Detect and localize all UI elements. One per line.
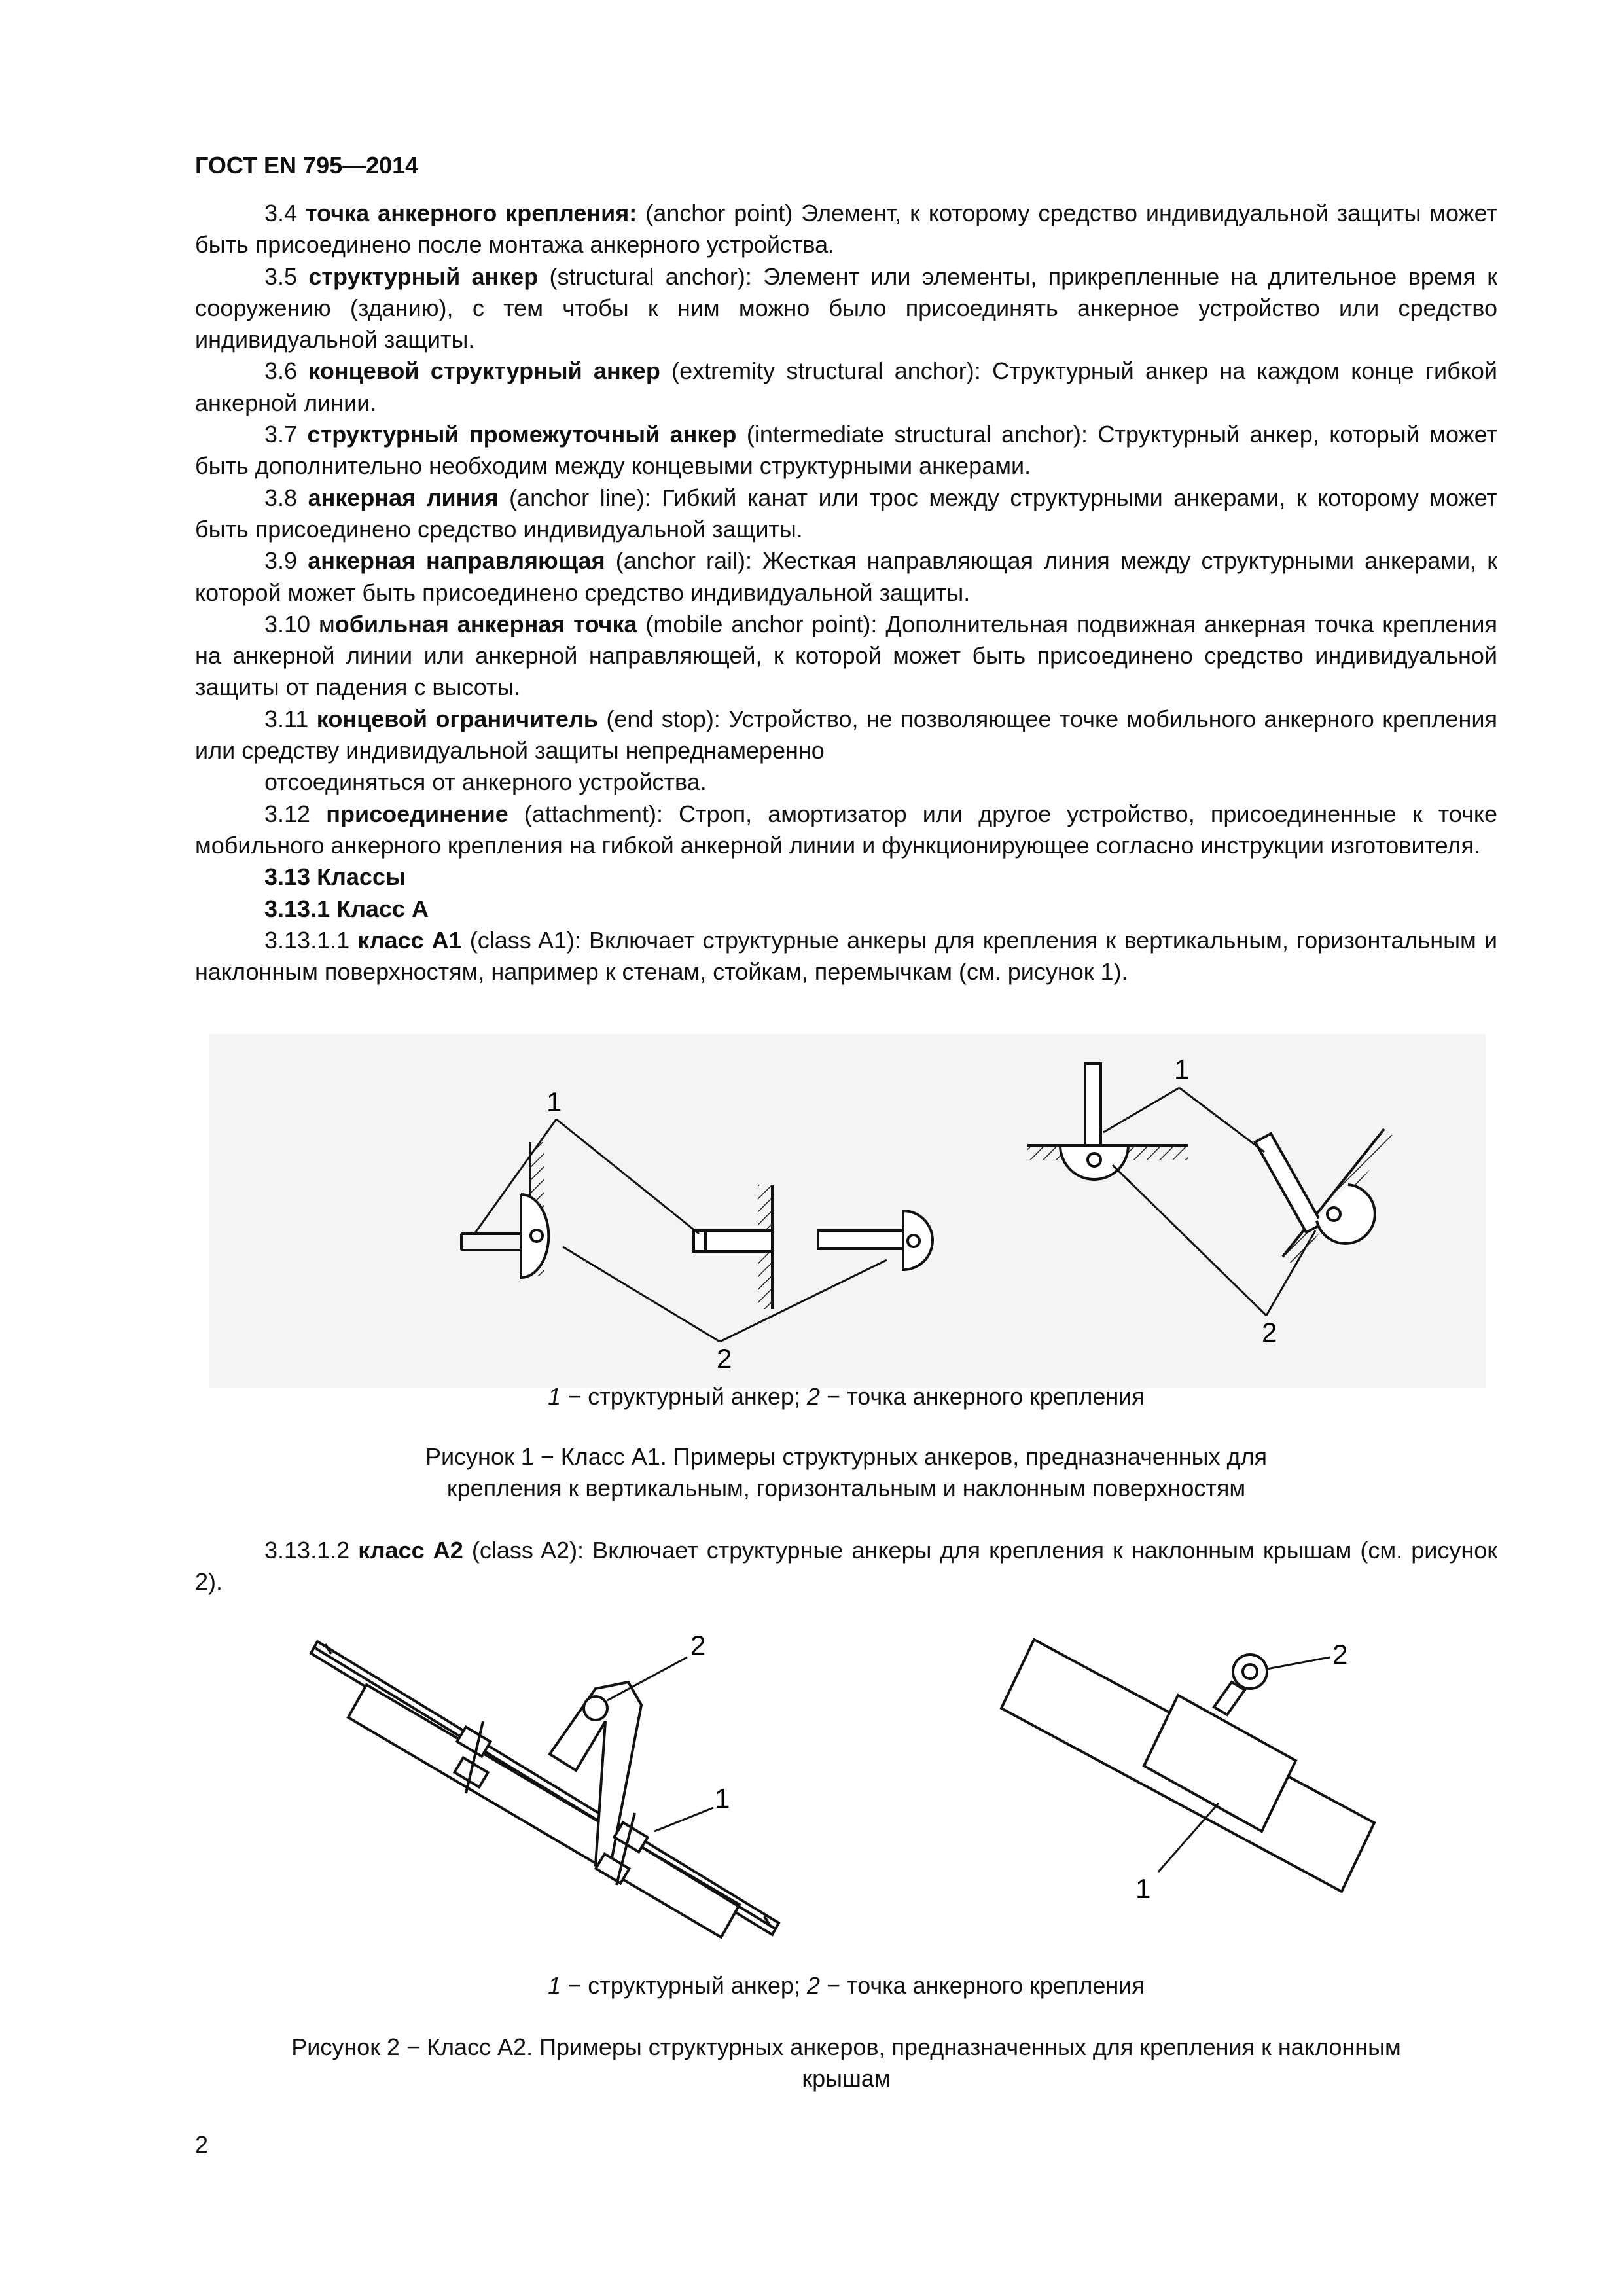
definition-3-9: 3.9 анкерная направляющая (anchor rail): Жесткая направляющая линия между структурными анкерами, к которой может быть присоединено средство индивидуальной защиты. bbox=[195, 547, 1497, 606]
fig2-label-1-left: 1 bbox=[715, 1783, 730, 1814]
figure-1-caption: Рисунок 1 − Класс А1. Примеры структурных анкеров, предназначенных для крепления к вертикальным, горизонтальным и наклонным поверхностям bbox=[425, 1443, 1268, 1501]
fig1-label-1-right: 1 bbox=[1174, 1054, 1190, 1085]
page-number: 2 bbox=[195, 2131, 209, 2158]
figure-2 bbox=[288, 1617, 1414, 1957]
fig2-label-2-right: 2 bbox=[1332, 1639, 1348, 1670]
definition-3-10: 3.10 мобильная анкерная точка (mobile anchor point): Дополнительная подвижная анкерная точка крепления на анкерной линии или анкерной направляющей, к которой может быть присоединено средство индивидуальной защиты от падения с высоты. bbox=[195, 610, 1497, 701]
roof-anchor-left bbox=[311, 1641, 779, 1937]
fig2-label-2-left: 2 bbox=[690, 1630, 706, 1660]
class-a-heading: 3.13.1 Класс А bbox=[264, 895, 429, 922]
class-a2-block bbox=[195, 1535, 1497, 1598]
figure-1-drawing bbox=[209, 1034, 1486, 1388]
figure-1 bbox=[209, 1034, 1486, 1388]
definition-3-6: 3.6 концевой структурный анкер (extremity structural anchor): Структурный анкер на каждом конце гибкой анкерной линии. bbox=[195, 357, 1497, 416]
fig2-label-1-right: 1 bbox=[1135, 1873, 1151, 1904]
definitions-block bbox=[195, 198, 1497, 988]
fig1-label-2-right: 2 bbox=[1262, 1317, 1277, 1348]
figure-2-drawing bbox=[288, 1617, 1414, 1957]
fig1-label-1-left: 1 bbox=[546, 1086, 562, 1117]
definition-3-5: 3.5 структурный анкер (structural anchor): Элемент или элементы, прикрепленные на длительное время к сооружению (зданию), с тем чтобы к ним можно было присоединять анкерное устройство или средство индивидуальной защиты. bbox=[195, 262, 1497, 353]
class-a2-paragraph: 3.13.1.2 класс А2 (class A2): Включает структурные анкеры для крепления к наклонным крышам (см. рисунок 2). bbox=[195, 1537, 1497, 1596]
document-header: ГОСТ EN 795—2014 bbox=[195, 152, 419, 179]
fig1-label-2-left: 2 bbox=[717, 1343, 732, 1374]
figure-2-legend: 1 − структурный анкер; 2 − точка анкерного крепления bbox=[548, 1972, 1145, 1999]
definition-3-12: 3.12 присоединение (attachment): Строп, амортизатор или другое устройство, присоединенные к точке мобильного анкерного крепления на гибкой анкерной линии и функционирующее согласно инструкции изготовителя. bbox=[195, 800, 1497, 859]
definition-3-8: 3.8 анкерная линия (anchor line): Гибкий канат или трос между структурными анкерами, к которому может быть присоединено средство индивидуальной защиты. bbox=[195, 484, 1497, 543]
figure-2-caption: Рисунок 2 − Класс А2. Примеры структурных анкеров, предназначенных для крепления к наклонным крышам bbox=[291, 2034, 1401, 2092]
figure-1-legend: 1 − структурный анкер; 2 − точка анкерного крепления bbox=[548, 1383, 1145, 1410]
class-a1-paragraph: 3.13.1.1 класс А1 (class A1): Включает структурные анкеры для крепления к вертикальным, горизонтальным и наклонным поверхностям, например к стенам, стойкам, перемычкам (см. рисунок 1). bbox=[195, 926, 1497, 986]
definition-3-4: 3.4 точка анкерного крепления: (anchor point) Элемент, к которому средство индивидуальной защиты может быть присоединено после монтажа анкерного устройства. bbox=[195, 200, 1497, 259]
classes-heading: 3.13 Классы bbox=[264, 863, 406, 891]
definition-3-11: 3.11 концевой ограничитель (end stop): Устройство, не позволяющее точке мобильного анкерного крепления или средству индивидуальной защиты непреднамеренно bbox=[195, 705, 1497, 764]
definition-3-7: 3.7 структурный промежуточный анкер (intermediate structural anchor): Структурный анкер, который может быть дополнительно необходим между концевыми структурными анкерами. bbox=[195, 421, 1497, 480]
roof-anchor-right bbox=[1001, 1640, 1374, 1892]
definition-3-11-continued: отсоединяться от анкерного устройства. bbox=[264, 768, 707, 796]
